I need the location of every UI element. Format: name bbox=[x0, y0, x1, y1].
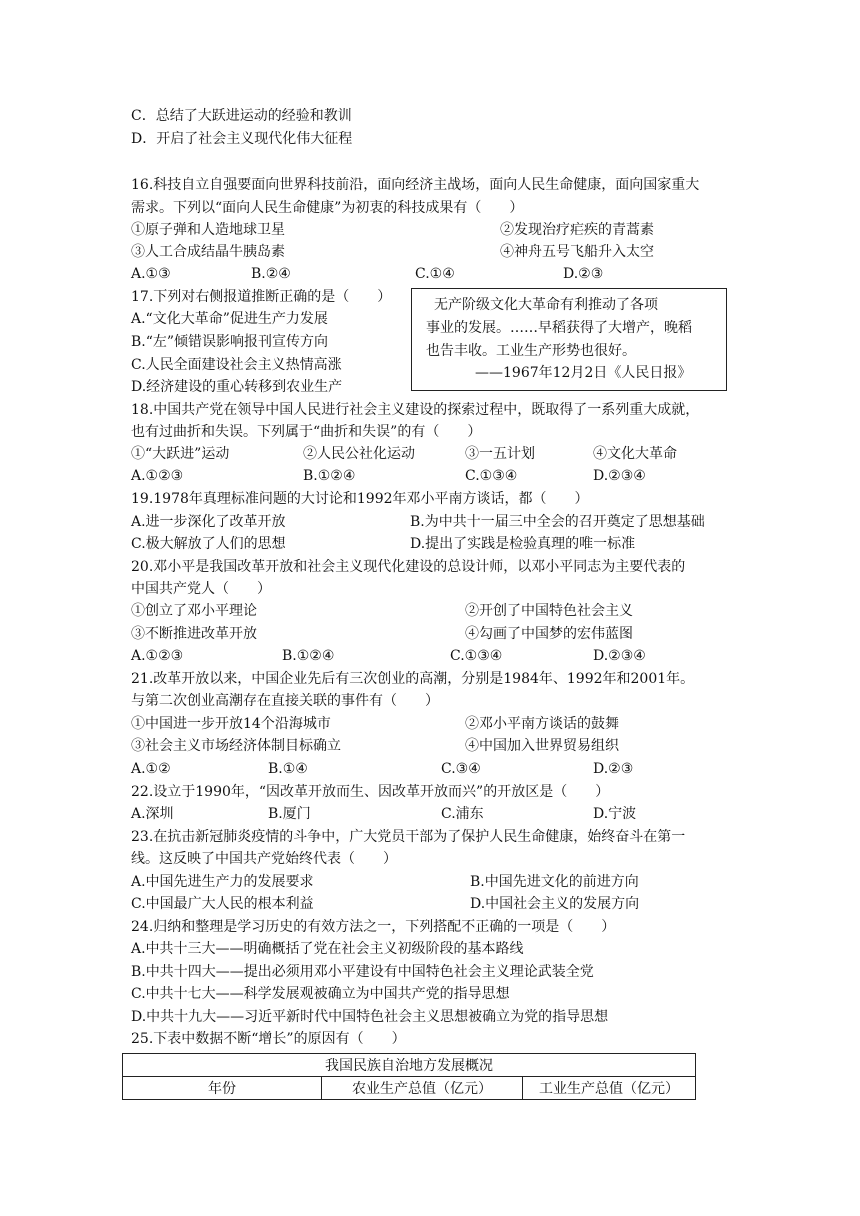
q18-item-1: ①“大跃进”运动 bbox=[131, 446, 230, 462]
q25-table-header-agriculture: 农业生产总值（亿元） bbox=[322, 1077, 523, 1100]
q15-option-c: C．总结了大跃进运动的经验和教训 bbox=[131, 108, 352, 124]
q20-stem-line1: 20.邓小平是我国改革开放和社会主义现代化建设的总设计师，以邓小平同志为主要代表的 bbox=[131, 559, 686, 575]
q21-option-d: D.②③ bbox=[593, 761, 634, 777]
q18-option-d: D.②③④ bbox=[593, 468, 646, 484]
q23-option-a: A.中国先进生产力的发展要求 bbox=[131, 874, 314, 890]
q17-excerpt-line3: 也告丰收。工业生产形势也很好。 bbox=[426, 343, 636, 359]
q24-option-c: C.中共十七大——科学发展观被确立为中国共产党的指导思想 bbox=[131, 986, 510, 1002]
q16-option-b: B.②④ bbox=[251, 266, 291, 282]
q18-stem-line2: 也有过曲折和失误。下列属于“曲折和失误”的有（ ） bbox=[131, 424, 482, 440]
q16-stem-line1: 16.科技自立自强要面向世界科技前沿，面向经济主战场，面向人民生命健康，面向国家重大 bbox=[131, 177, 700, 193]
q18-item-3: ③一五计划 bbox=[465, 446, 535, 462]
q25-table-header-year: 年份 bbox=[123, 1077, 322, 1100]
q18-item-4: ④文化大革命 bbox=[593, 446, 677, 462]
q16-item-3: ③人工合成结晶牛胰岛素 bbox=[131, 244, 285, 260]
q22-option-d: D.宁波 bbox=[593, 806, 637, 822]
q23-option-b: B.中国先进文化的前进方向 bbox=[470, 874, 639, 890]
q17-excerpt-source: ——1967年12月2日《人民日报》 bbox=[475, 365, 692, 381]
q24-option-b: B.中共十四大——提出必须用邓小平建设有中国特色社会主义理论武装全党 bbox=[131, 964, 594, 980]
q22-stem: 22.设立于1990年，“因改革开放而生、因改革开放而兴”的开放区是（ ） bbox=[131, 784, 610, 800]
q19-option-d: D.提出了实践是检验真理的唯一标准 bbox=[410, 536, 636, 552]
q16-stem-line2: 需求。下列以“面向人民生命健康”为初衷的科技成果有（ ） bbox=[131, 200, 524, 216]
q21-option-a: A.①② bbox=[131, 761, 171, 777]
q19-option-a: A.进一步深化了改革开放 bbox=[131, 514, 286, 530]
q20-item-2: ②开创了中国特色社会主义 bbox=[465, 603, 633, 619]
q17-option-a: A.“文化大革命”促进生产力发展 bbox=[131, 311, 328, 327]
q20-item-4: ④勾画了中国梦的宏伟蓝图 bbox=[465, 626, 633, 642]
q17-option-d: D.经济建设的重心转移到农业生产 bbox=[131, 379, 343, 395]
q19-stem: 19.1978年真理标准问题的大讨论和1992年邓小平南方谈话，都（ ） bbox=[131, 491, 589, 507]
q16-item-2: ②发现治疗疟疾的青蒿素 bbox=[500, 222, 654, 238]
q22-option-a: A.深圳 bbox=[131, 806, 174, 822]
q17-stem: 17.下列对右侧报道推断正确的是（ ） bbox=[131, 289, 392, 305]
q15-option-d: D．开启了社会主义现代化伟大征程 bbox=[131, 131, 353, 147]
q19-option-b: B.为中共十一届三中全会的召开奠定了思想基础 bbox=[410, 514, 705, 530]
q24-stem: 24.归纳和整理是学习历史的有效方法之一，下列搭配不正确的一项是（ ） bbox=[131, 919, 616, 935]
q17-newspaper-excerpt-box bbox=[411, 288, 727, 391]
q20-option-d: D.②③④ bbox=[593, 648, 646, 664]
q20-option-b: B.①②④ bbox=[282, 648, 335, 664]
q24-option-a: A.中共十三大——明确概括了党在社会主义初级阶段的基本路线 bbox=[131, 941, 524, 957]
q18-option-c: C.①③④ bbox=[465, 468, 518, 484]
q21-item-3: ③社会主义市场经济体制目标确立 bbox=[131, 738, 341, 754]
q20-item-3: ③不断推进改革开放 bbox=[131, 626, 257, 642]
q21-option-c: C.③④ bbox=[441, 761, 481, 777]
q17-option-c: C.人民全面建设社会主义热情高涨 bbox=[131, 357, 342, 373]
q18-stem-line1: 18.中国共产党在领导中国人民进行社会主义建设的探索过程中，既取得了一系列重大成就， bbox=[131, 402, 700, 418]
q21-item-4: ④中国加入世界贸易组织 bbox=[465, 738, 619, 754]
q16-item-4: ④神舟五号飞船升入太空 bbox=[500, 244, 654, 260]
q23-option-d: D.中国社会主义的发展方向 bbox=[470, 896, 640, 912]
q20-option-c: C.①③④ bbox=[450, 648, 503, 664]
q25-table-header-industry: 工业生产总值（亿元） bbox=[523, 1077, 696, 1100]
q21-stem-line2: 与第二次创业高潮存在直接关联的事件有（ ） bbox=[131, 693, 439, 709]
q18-option-a: A.①②③ bbox=[131, 468, 184, 484]
q25-data-table bbox=[122, 1053, 696, 1100]
q21-item-1: ①中国进一步开放14个沿海城市 bbox=[131, 716, 331, 732]
q20-item-1: ①创立了邓小平理论 bbox=[131, 603, 257, 619]
q23-option-c: C.中国最广大人民的根本利益 bbox=[131, 896, 314, 912]
q23-stem-line1: 23.在抗击新冠肺炎疫情的斗争中，广大党员干部为了保护人民生命健康，始终奋斗在第一 bbox=[131, 829, 686, 845]
q21-stem-line1: 21.改革开放以来，中国企业先后有三次创业的高潮，分别是1984年、1992年和2001年。 bbox=[131, 671, 695, 687]
q21-item-2: ②邓小平南方谈话的鼓舞 bbox=[465, 716, 619, 732]
q24-option-d: D.中共十九大——习近平新时代中国特色社会主义思想被确立为党的指导思想 bbox=[131, 1009, 609, 1025]
q16-option-a: A.①③ bbox=[131, 266, 171, 282]
q18-option-b: B.①②④ bbox=[303, 468, 356, 484]
q20-option-a: A.①②③ bbox=[131, 648, 184, 664]
q22-option-b: B.厦门 bbox=[268, 806, 311, 822]
q22-option-c: C.浦东 bbox=[441, 806, 484, 822]
q23-stem-line2: 线。这反映了中国共产党始终代表（ ） bbox=[131, 851, 397, 867]
q18-item-2: ②人民公社化运动 bbox=[303, 446, 415, 462]
q25-table-caption: 我国民族自治地方发展概况 bbox=[123, 1054, 696, 1077]
q17-excerpt-line2: 事业的发展。……早稻获得了大增产，晚稻 bbox=[426, 320, 692, 336]
q21-option-b: B.①④ bbox=[268, 761, 308, 777]
q17-option-b: B.“左”倾错误影响报刊宣传方向 bbox=[131, 334, 329, 350]
q16-item-1: ①原子弹和人造地球卫星 bbox=[131, 222, 285, 238]
q16-option-c: C.①④ bbox=[415, 266, 455, 282]
q17-excerpt-line1: 无产阶级文化大革命有利推动了各项 bbox=[434, 297, 658, 313]
q19-option-c: C.极大解放了人们的思想 bbox=[131, 536, 286, 552]
q20-stem-line2: 中国共产党人（ ） bbox=[131, 581, 271, 597]
q16-option-d: D.②③ bbox=[563, 266, 604, 282]
q25-stem: 25.下表中数据不断“增长”的原因有（ ） bbox=[131, 1031, 406, 1047]
